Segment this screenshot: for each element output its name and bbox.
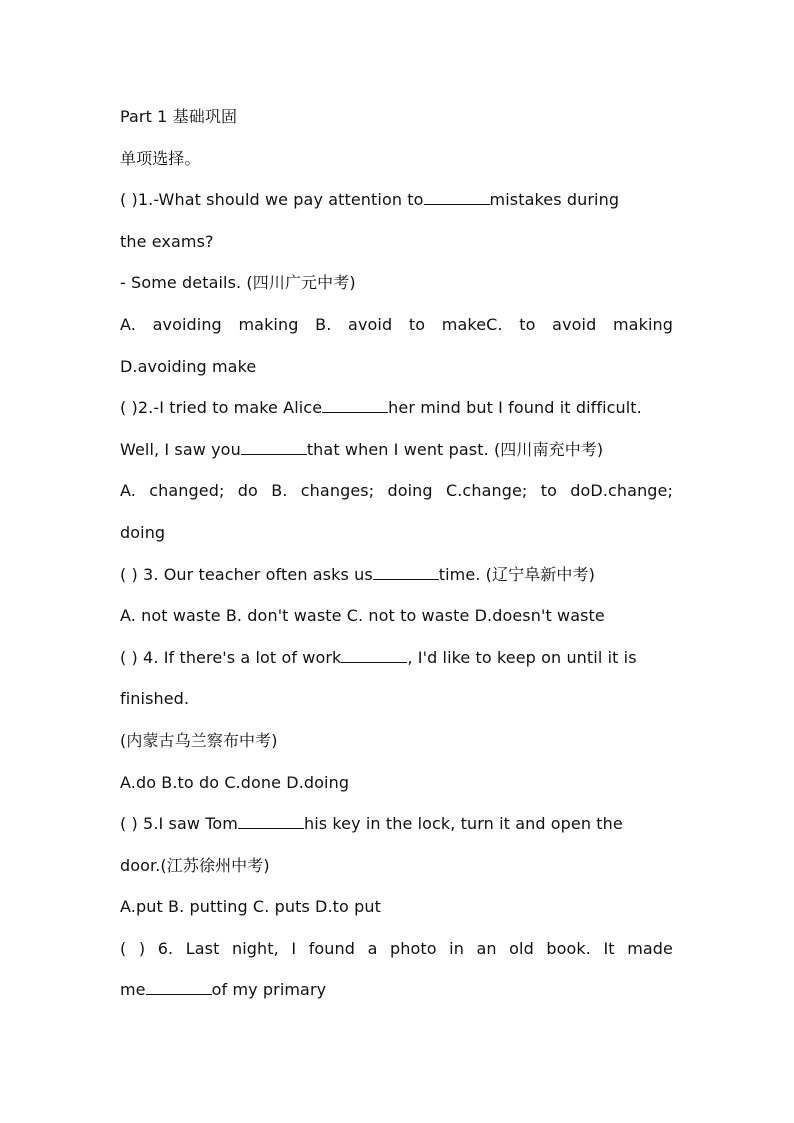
q2-line-1 (120, 387, 673, 429)
q3-stem-end: time. (辽宁阜新中考) (438, 564, 595, 584)
q1-line-3: - Some details. (四川广元中考) (120, 273, 356, 293)
q5-stem-end: his key in the lock, turn it and open the (303, 814, 623, 834)
q3-stem-start: ( ) 3. Our teacher often asks us (120, 564, 373, 584)
q2-stem-start: ( )2.-I tried to make Alice (120, 398, 323, 418)
q1-options-2: D.avoiding make (120, 356, 257, 376)
q2-line-2 (120, 429, 673, 471)
q6-blank (146, 993, 212, 995)
q2-line2-start: Well, I saw you (120, 439, 241, 459)
q2-options-2: doing (120, 522, 166, 542)
q6-line2-start: me (120, 980, 146, 1000)
q2-blank-1 (322, 411, 388, 413)
q2-line2-end: that when I went past. (四川南充中考) (306, 439, 604, 459)
q1-options-1: A. avoiding making B. avoid to makeC. to avoid making (120, 314, 673, 334)
q1-line-2: the exams? (120, 231, 214, 251)
q6-line-1: ( ) 6. Last night, I found a photo in an old book. It made (120, 938, 673, 958)
q4-blank (341, 661, 407, 663)
q4-line-2: finished. (120, 689, 190, 709)
q6-line2-end: of my primary (211, 980, 327, 1000)
q3-options: A. not waste B. don't waste C. not to waste D.doesn't waste (120, 606, 605, 626)
q1-stem-start: ( )1.-What should we pay attention to (120, 190, 424, 210)
q4-stem-start: ( ) 4. If there's a lot of work (120, 647, 342, 667)
part-title: Part 1 基础巩固 (120, 107, 238, 126)
q3-blank (373, 578, 439, 580)
q4-line-1 (120, 637, 673, 679)
q6-line-2 (120, 969, 673, 1011)
q3-line-1 (120, 554, 673, 596)
q2-options-1: A. changed; do B. changes; doing C.change; to doD.change; (120, 481, 673, 501)
q5-line-1 (120, 803, 673, 845)
section-heading: 单项选择。 (120, 148, 201, 168)
q5-blank (238, 827, 304, 829)
q5-line-2: door.(江苏徐州中考) (120, 855, 270, 875)
q5-stem-start: ( ) 5.I saw Tom (120, 814, 238, 834)
q2-stem-end: her mind but I found it difficult. (388, 398, 642, 418)
q4-source: (内蒙古乌兰察布中考) (120, 730, 278, 750)
document-page (120, 96, 673, 1011)
q1-line-1 (120, 179, 673, 221)
q4-stem-end: , I'd like to keep on until it is (407, 647, 637, 667)
q2-blank-2 (241, 453, 307, 455)
q4-options: A.do B.to do C.done D.doing (120, 772, 350, 792)
q1-blank (424, 203, 490, 205)
q5-options: A.put B. putting C. puts D.to put (120, 897, 381, 917)
q1-stem-end: mistakes during (489, 190, 620, 210)
